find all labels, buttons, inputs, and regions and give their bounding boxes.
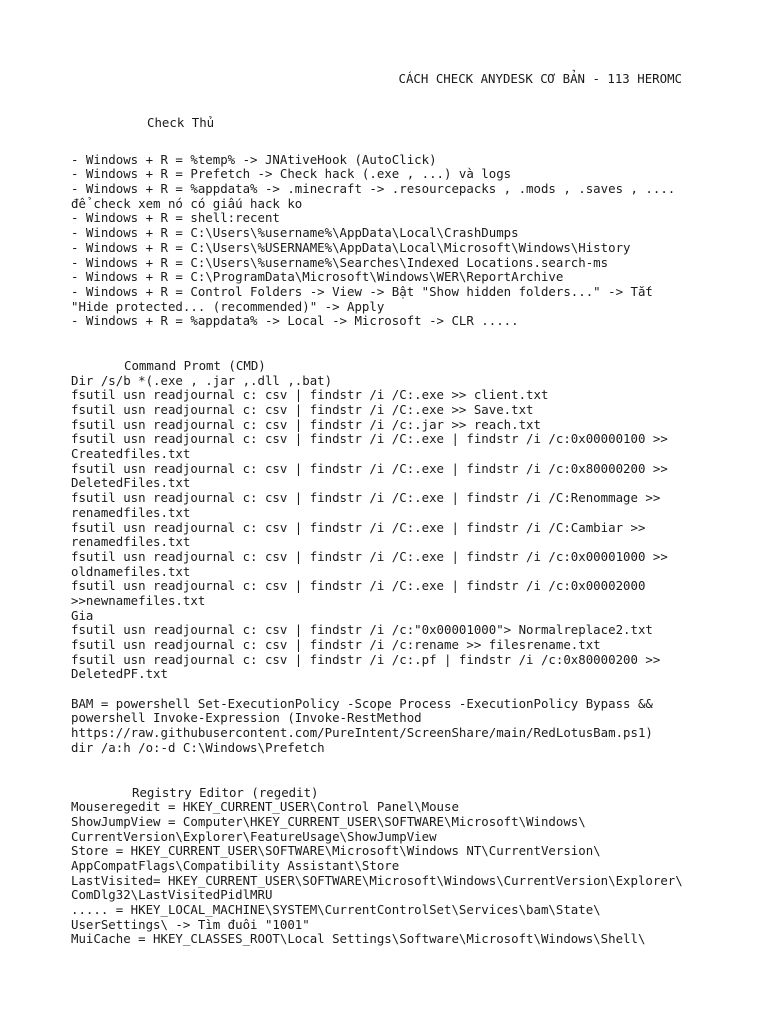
text-line: AppCompatFlags\Compatibility Assistant\Store	[71, 857, 400, 873]
text-line: - Windows + R = C:\Users\%username%\Searches\Indexed Locations.search-ms	[71, 254, 609, 270]
section-heading-check-thu: Check Thủ	[147, 115, 215, 130]
text-line: powershell Invoke-Expression (Invoke-RestMethod	[71, 710, 422, 726]
text-line: >>newnamefiles.txt	[71, 592, 206, 608]
text-line: - Windows + R = %appdata% -> .minecraft -> .resourcepacks , .mods , .saves , ....	[71, 181, 676, 197]
text-line: - Windows + R = C:\Users\%username%\AppData\Local\CrashDumps	[71, 225, 519, 241]
text-line: ComDlg32\LastVisitedPidlMRU	[71, 887, 273, 903]
text-line: fsutil usn readjournal c: csv | findstr /i /C:.exe >> client.txt	[71, 387, 549, 403]
text-line: - Windows + R = %appdata% -> Local -> Microsoft -> CLR .....	[71, 313, 519, 329]
text-line: fsutil usn readjournal c: csv | findstr /i /C:.exe | findstr /i /c:0x00001000 >>	[71, 548, 668, 564]
text-line: để check xem nó có giấu hack ko	[71, 195, 303, 211]
text-line: - Windows + R = C:\Users\%USERNAME%\AppData\Local\Microsoft\Windows\History	[71, 239, 631, 255]
document-body	[71, 116, 761, 947]
section-cmd-lines	[71, 374, 761, 682]
text-line: renamedfiles.txt	[71, 504, 191, 520]
text-line: fsutil usn readjournal c: csv | findstr /i /C:.exe >> Save.txt	[71, 402, 534, 417]
text-line: CurrentVersion\Explorer\FeatureUsage\ShowJumpView	[71, 828, 437, 844]
text-line: DeletedPF.txt	[71, 666, 168, 682]
text-line: dir /a:h /o:-d C:\Windows\Prefetch	[71, 739, 325, 755]
text-line: fsutil usn readjournal c: csv | findstr /i /C:.exe | findstr /i /C:Cambiar >>	[71, 519, 646, 535]
text-line: BAM = powershell Set-ExecutionPolicy -Scope Process -ExecutionPolicy Bypass &&	[71, 695, 653, 711]
text-line: DeletedFiles.txt	[71, 475, 191, 491]
text-line: fsutil usn readjournal c: csv | findstr /i /C:.exe | findstr /i /C:Renommage >>	[71, 490, 661, 506]
text-line: Store = HKEY_CURRENT_USER\SOFTWARE\Microsoft\Windows NT\CurrentVersion\	[71, 843, 601, 859]
section-bam-lines	[71, 697, 761, 756]
text-line: fsutil usn readjournal c: csv | findstr /i /C:.exe | findstr /i /c:0x00002000	[71, 578, 646, 594]
text-line: Createdfiles.txt	[71, 446, 191, 462]
text-line: ..... = HKEY_LOCAL_MACHINE\SYSTEM\CurrentControlSet\Services\bam\State\	[71, 902, 601, 917]
text-line: fsutil usn readjournal c: csv | findstr /i /c:.pf | findstr /i /c:0x80000200 >>	[71, 651, 661, 667]
text-line: - Windows + R = Prefetch -> Check hack (.exe , ...) và logs	[71, 166, 512, 182]
text-line: - Windows + R = Control Folders -> View -> Bật "Show hidden folders..." -> Tắt	[71, 283, 653, 299]
text-line: - Windows + R = shell:recent	[71, 210, 280, 226]
section-heading-regedit: Registry Editor (regedit)	[132, 784, 319, 800]
text-line: "Hide protected... (recommended)" -> Apply	[71, 298, 385, 314]
text-line: - Windows + R = C:\ProgramData\Microsoft\Windows\WER\ReportArchive	[71, 269, 564, 285]
text-line: oldnamefiles.txt	[71, 563, 191, 579]
text-line: LastVisited= HKEY_CURRENT_USER\SOFTWARE\Microsoft\Windows\CurrentVersion\Explorer\	[71, 872, 683, 888]
document-title: CÁCH CHECK ANYDESK CƠ BẢN - 113 HEROMC	[398, 71, 682, 86]
text-line: renamedfiles.txt	[71, 534, 191, 550]
text-line: Mouseregedit = HKEY_CURRENT_USER\Control Panel\Mouse	[71, 799, 459, 815]
section-regedit-lines	[71, 800, 761, 947]
text-line: fsutil usn readjournal c: csv | findstr /i /C:.exe | findstr /i /c:0x00000100 >>	[71, 431, 668, 447]
text-line: fsutil usn readjournal c: csv | findstr /i /c:"0x00001000"> Normalreplace2.txt	[71, 622, 653, 638]
text-line: MuiCache = HKEY_CLASSES_ROOT\Local Settings\Software\Microsoft\Windows\Shell\	[71, 931, 646, 947]
text-line: Gia	[71, 607, 94, 623]
section-check-thu-lines	[71, 153, 761, 329]
text-line: - Windows + R = %temp% -> JNAtiveHook (AutoClick)	[71, 151, 437, 167]
text-line: Dir /s/b *(.exe , .jar ,.dll ,.bat)	[71, 372, 333, 388]
text-line: ShowJumpView = Computer\HKEY_CURRENT_USER\SOFTWARE\Microsoft\Windows\	[71, 813, 586, 829]
section-heading-cmd: Command Promt (CMD)	[124, 357, 266, 373]
text-line: fsutil usn readjournal c: csv | findstr /i /c:rename >> filesrename.txt	[71, 637, 601, 652]
text-line: fsutil usn readjournal c: csv | findstr /i /c:.jar >> reach.txt	[71, 416, 541, 432]
text-line: https://raw.githubusercontent.com/PureIntent/ScreenShare/main/RedLotusBam.ps1)	[71, 725, 653, 741]
text-line: fsutil usn readjournal c: csv | findstr /i /C:.exe | findstr /i /c:0x80000200 >>	[71, 460, 668, 476]
text-line: UserSettings\ -> Tìm đuôi "1001"	[71, 916, 310, 932]
